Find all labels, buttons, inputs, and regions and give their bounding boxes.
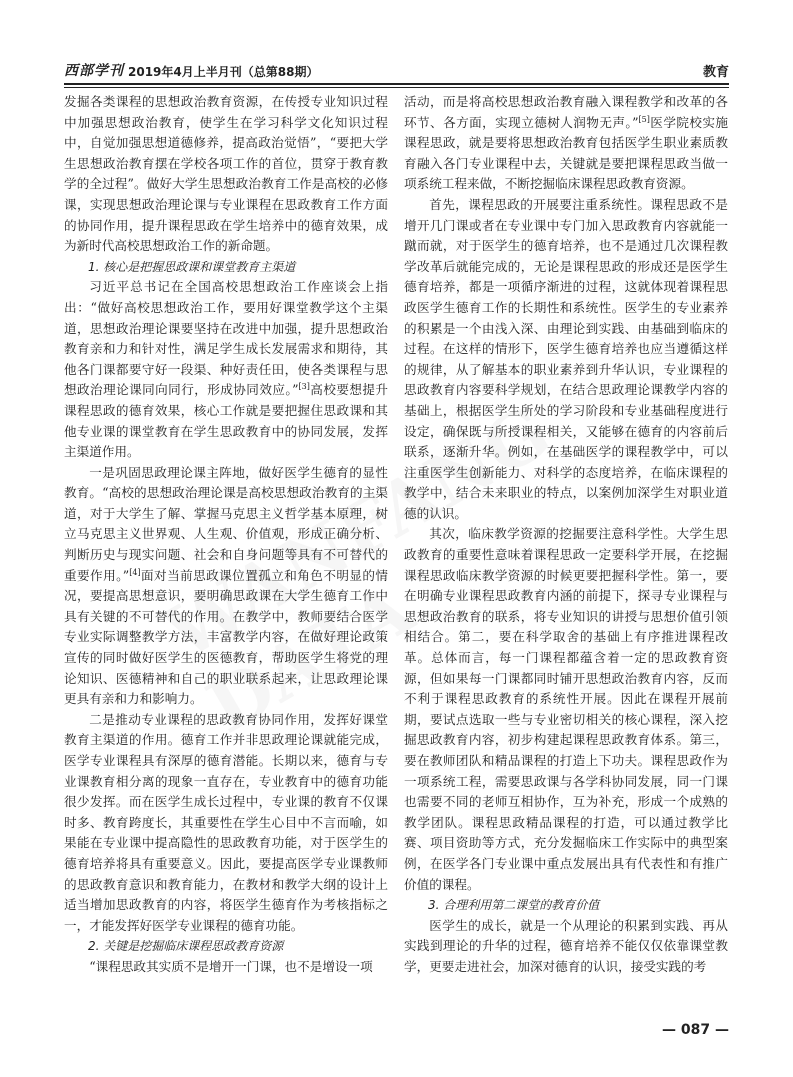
citation-marker: [3] xyxy=(298,382,310,392)
right-column xyxy=(404,92,728,978)
paragraph-text: 医学生的成长，就是一个从理论的积累到实践、再从实践到理论的升华的过程，德育培养不能仅仅依靠课堂教学，更要走进社会，加深对德育的认识，接受实践的考 xyxy=(404,917,728,974)
page-number: — 087 — xyxy=(662,1022,729,1038)
paragraph-text: “课程思政其实质不是增开一门课，也不是增设一项 xyxy=(89,958,373,974)
paragraph-text: 习近平总书记在全国高校思想政治工作座谈会上指出：“做好高校思想政治工作，要用好课堂教学这个主渠道，思想政治理论课要坚持在改进中加强，提升思想政治教育亲和力和针对性，满足学生成长发展需求和期待，其他各门课都要守好一段渠、种好责任田，使各类课程与思想政治理论课同向同行，形成协同效应。” xyxy=(64,279,388,398)
paragraph-text: 二是推动专业课程的思政教育协同作用，发挥好课堂教育主渠道的作用。德育工作并非思政理论课就能完成，医学专业课程具有深厚的德育潜能。长期以来，德育与专业课教育相分离的现象一直存在，专业教育中的德育功能很少发挥。而在医学生成长过程中，专业课的教育不仅课时多、教育跨度长，其重要性在学生心目中不言而喻，如果能在专业课中提高隐性的思政教育功能，对于医学生的德育培养将具有重要意义。因此，要提高医学专业课教师的思政教育意识和教育能力，在教材和教学大纲的设计上适当增加思政教育的内容，将医学生德育作为考核指标之一，才能发挥好医学专业课程的德育功能。 xyxy=(64,711,388,933)
paragraph-text: 发掘各类课程的思想政治教育资源，在传授专业知识过程中加强思想政治教育，使学生在学习科学文化知识过程中，自觉加强思想道德修养，提高政治觉悟”，“要把大学生思想政治教育摆在学校各项工作的首位，贯穿于教育教学的全过程”。做好大学生思想政治教育工作是高校的必修课，实现思想政治理论课与专业课程在思政教育工作方面的协同作用，提升课程思政在学生培养中的德育效果，成为新时代高校思想政治工作的新命题。 xyxy=(64,94,388,254)
citation-marker: [5] xyxy=(638,114,650,124)
body-paragraph xyxy=(404,916,728,978)
paragraph-text: 首先，课程思政的开展要注重系统性。课程思政不是增开几门课或者在专业课中专门加入思政教育内容就能一蹴而就，对于医学生的德育培养，也不是通过几次课程教学改革后就能完成的，无论是课程思政的形成还是医学生德育培养，都是一项循序渐进的过程，这就体现着课程思政医学生德育工作的长期性和系统性。医学生的专业素养的积累是一个由浅入深、由理论到实践、由基础到临床的过程。在这样的情形下，医学生德育培养也应当遵循这样的规律，从了解基本的职业素养到升华认识，专业课程的思政教育内容要科学规划，在结合思政理论课教学内容的基础上，根据医学生所处的学习阶段和专业基础程度进行设定，确保既与所授课程相关，又能够在德育的内容前后联系，逐渐升华。例如，在基础医学的课程教学中，可以注重医学生创新能力、对科学的态度培养，在临床课程的教学中，结合未来职业的特点，以案例加深学生对职业道德的认识。 xyxy=(404,196,728,521)
left-column xyxy=(64,92,388,978)
paragraph-text: 高校要想提升课程思政的德育效果，核心工作就是要把握住思政课和其他专业课的课堂教育在学生思政教育中的协同发展，发挥主渠道作用。 xyxy=(64,382,389,460)
running-header xyxy=(64,58,729,80)
header-rule-thick xyxy=(64,83,729,85)
paragraph-text: 活动，而是将高校思想政治教育融入课程教学和改革的各环节、各方面，实现立德树人润物无声。” xyxy=(404,94,728,130)
section-heading: 3. 合理利用第二课堂的教育价值 xyxy=(428,898,600,913)
body-paragraph xyxy=(64,92,388,257)
journal-title: 西部学刊 xyxy=(64,63,124,79)
body-paragraph xyxy=(404,524,728,895)
section-heading: 2. 关键是挖掘临床课程思政教育资源 xyxy=(88,939,284,954)
paragraph-text: 医学院校实施课程思政，就是要将思想政治教育包括医学生职业素质教育融入各门专业课程中去，关键就是要把课程思政当做一项系统工程来做，不断挖掘临床课程思政教育资源。 xyxy=(404,114,729,192)
paragraph-text: 其次，临床教学资源的挖掘要注意科学性。大学生思政教育的重要性意味着课程思政一定要科学开展，在挖掘课程思政临床教学资源的时候更要把握科学性。第一，要在明确专业课程思政教育内涵的前提下，探寻专业课程与思想政治教育的联系，将专业知识的讲授与思想价值引领相结合。第二，要在科学取舍的基础上有序推进课程改革。总体而言，每一门课程都蕴含着一定的思政教育资源，但如果每一门课都同时铺开思想政治教育内容，反而不利于课程思政教育的系统性开展。因此在课程开展前期，要试点选取一些与专业密切相关的核心课程，深入挖掘思政教育内容，初步构建起课程思政教育体系。第三，要在教师团队和精品课程的打造上下功夫。课程思政作为一项系统工程，需要思政课与各学科协同发展，同一门课也需要不同的老师互相协作，互为补充，形成一个成熟的教学团队。课程思政精品课程的打造，可以通过教学比赛、项目资助等方式，充分发掘临床工作实际中的典型案例，在医学各门专业课中重点发展出具有代表性和有推广价值的课程。 xyxy=(404,526,728,892)
body-paragraph xyxy=(64,710,388,937)
body-paragraph xyxy=(64,463,388,710)
body-paragraph xyxy=(404,92,728,195)
section-heading: 1. 核心是把握思政课和课堂教育主渠道 xyxy=(88,259,296,274)
body-paragraph xyxy=(64,957,388,978)
paragraph-text: 一是巩固思政理论课主阵地，做好医学生德育的显性教育。“高校的思想政治理论课是高校思想政治教育的主渠道，对于大学生了解、掌握马克思主义哲学基本原理，树立马克思主义世界观、人生观、价值观，形成正确分析、判断历史与现实问题、社会和自身问题等具有不可替代的重要作用。” xyxy=(64,464,388,583)
paragraph-text: 面对当前思政课位置孤立和角色不明显的情况，要提高思想意识，要明确思政课在大学生德育工作中具有关键的不可替代的作用。在教学中，教师要结合医学专业实际调整教学方法，丰富教学内容，在做好理论政策宣传的同时做好医学生的医德教育，帮助医学生将党的理论知识、医德精神和自己的职业联系起来，让思政理论课更具有亲和力和影响力。 xyxy=(64,567,389,707)
section-label: 教育 xyxy=(702,65,729,80)
issue-info: 2019年4月上半月刊（总第88期） xyxy=(128,65,319,79)
body-paragraph xyxy=(404,195,728,525)
header-rule-thin xyxy=(64,87,729,88)
citation-marker: [4] xyxy=(129,567,141,577)
body-paragraph xyxy=(64,277,388,462)
